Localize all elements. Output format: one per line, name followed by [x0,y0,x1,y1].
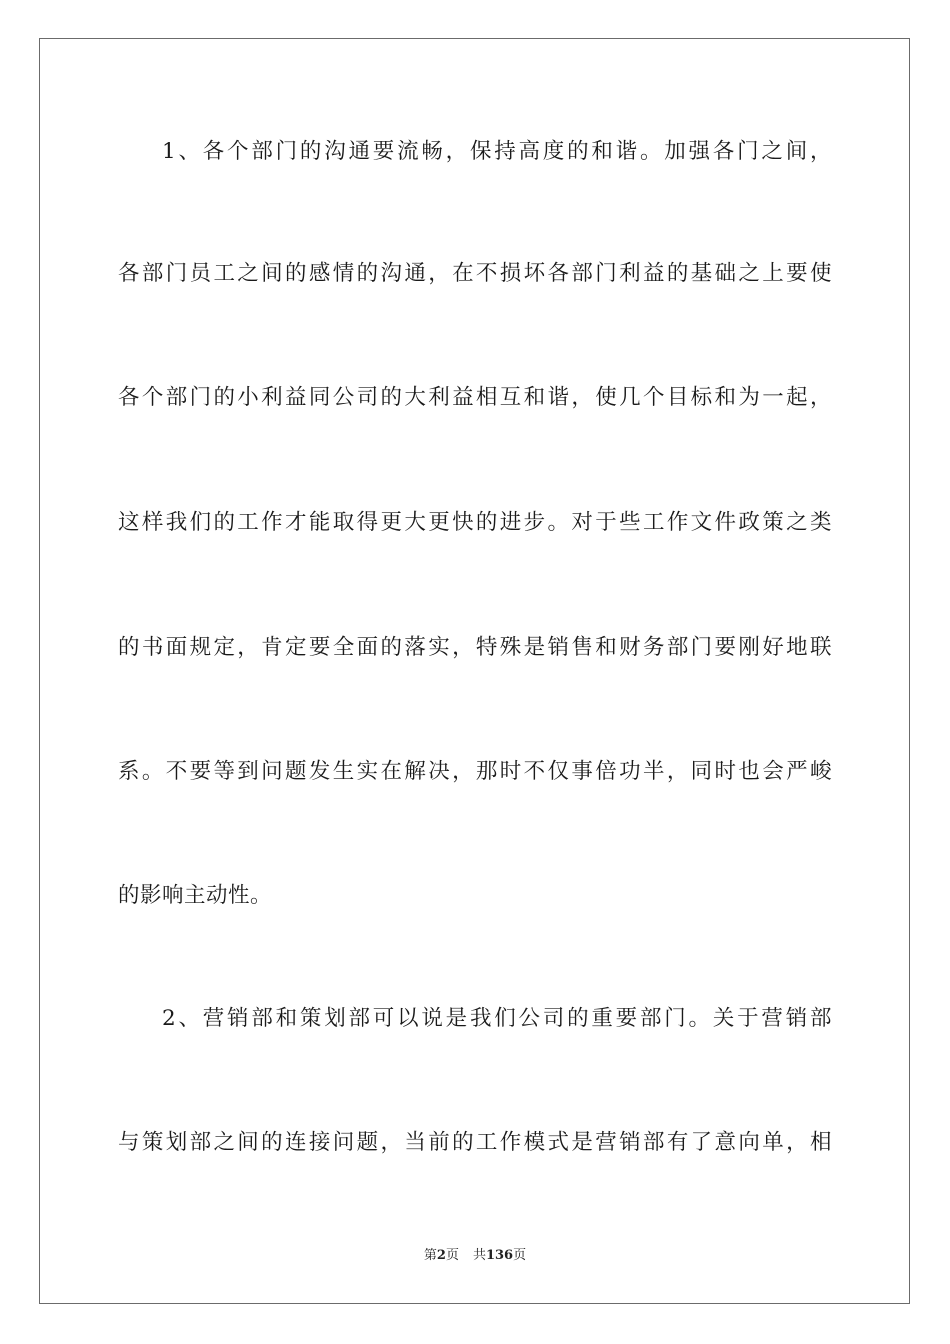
footer-total-suffix: 页 [513,1248,527,1263]
paragraph-1-line-7: 的影响主动性。 [118,883,273,908]
paragraph-1-line-6: 系。不要等到问题发生实在解决，那时不仅事倍功半，同时也会严峻 [118,759,832,784]
page-border [39,38,910,1304]
paragraph-1-line-2: 各部门员工之间的感情的沟通，在不损坏各部门利益的基础之上要使 [118,261,832,286]
footer-page-suffix: 页 [445,1248,459,1263]
footer-page-number: 2 [436,1248,446,1263]
paragraph-2-line-1: 2、营销部和策划部可以说是我们公司的重要部门。关于营销部 [162,1006,832,1031]
page-footer [0,1247,950,1265]
footer-total-pages: 136 [485,1248,514,1263]
paragraph-1-line-5: 的书面规定，肯定要全面的落实，特殊是销售和财务部门要刚好地联 [118,635,832,660]
paragraph-1-line-1: 1、各个部门的沟通要流畅，保持高度的和谐。加强各门之间， [162,139,832,164]
footer-prefix: 第 [423,1248,437,1263]
footer-total-prefix: 共 [472,1248,486,1263]
paragraph-1-line-3: 各个部门的小利益同公司的大利益相互和谐，使几个目标和为一起， [118,385,832,410]
paragraph-1-line-4: 这样我们的工作才能取得更大更快的进步。对于些工作文件政策之类 [118,510,832,535]
paragraph-2-line-2: 与策划部之间的连接问题，当前的工作模式是营销部有了意向单，相 [118,1130,832,1155]
